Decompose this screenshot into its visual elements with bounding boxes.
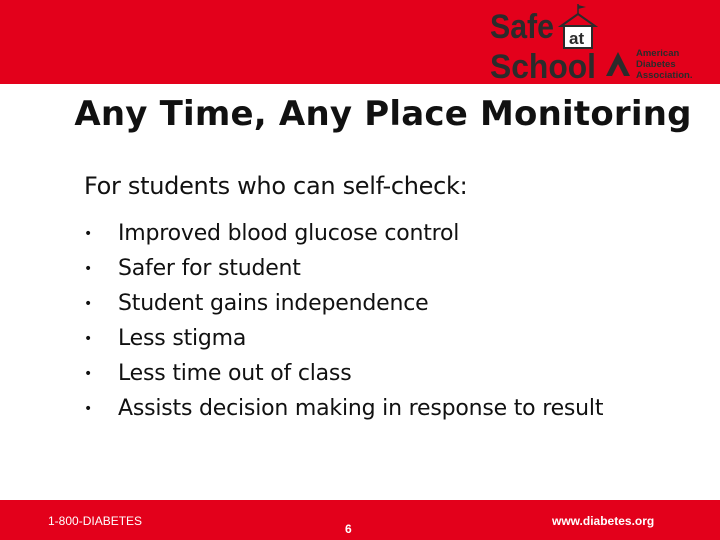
logo-at-text: at [569, 29, 585, 48]
list-item [84, 321, 603, 356]
list-item [84, 251, 603, 286]
list-item [84, 286, 603, 321]
list-item-text: Student gains independence [118, 291, 429, 316]
bullet-icon: • [84, 365, 93, 382]
footer-website-link[interactable]: www.diabetes.org [552, 514, 655, 528]
ada-line-1: American [636, 48, 680, 59]
logo-school-text: School [490, 48, 596, 82]
footer-phone: 1-800-DIABETES [48, 514, 143, 528]
list-item-text: Assists decision making in response to result [118, 396, 604, 421]
list-item-text: Safer for student [118, 256, 301, 281]
bullet-list [84, 216, 603, 426]
bullet-icon: • [84, 330, 93, 347]
slide-title: Any Time, Any Place Monitoring [74, 94, 692, 134]
list-item-text: Less time out of class [118, 361, 352, 386]
bullet-icon: • [84, 225, 93, 242]
list-item [84, 391, 603, 426]
ada-line-3: Association. [636, 70, 693, 81]
page-number: 6 [345, 522, 352, 536]
list-item-text: Improved blood glucose control [118, 221, 460, 246]
list-item [84, 356, 603, 391]
list-item-text: Less stigma [118, 326, 247, 351]
ada-line-2: Diabetes [636, 59, 676, 70]
logo-safe-text: Safe [490, 8, 554, 46]
intro-text: For students who can self-check: [84, 172, 468, 200]
bullet-icon: • [84, 400, 93, 417]
ada-triangle-icon [606, 52, 630, 76]
safe-at-school-logo [488, 4, 716, 82]
bullet-icon: • [84, 260, 93, 277]
list-item [84, 216, 603, 251]
bullet-icon: • [84, 295, 93, 312]
